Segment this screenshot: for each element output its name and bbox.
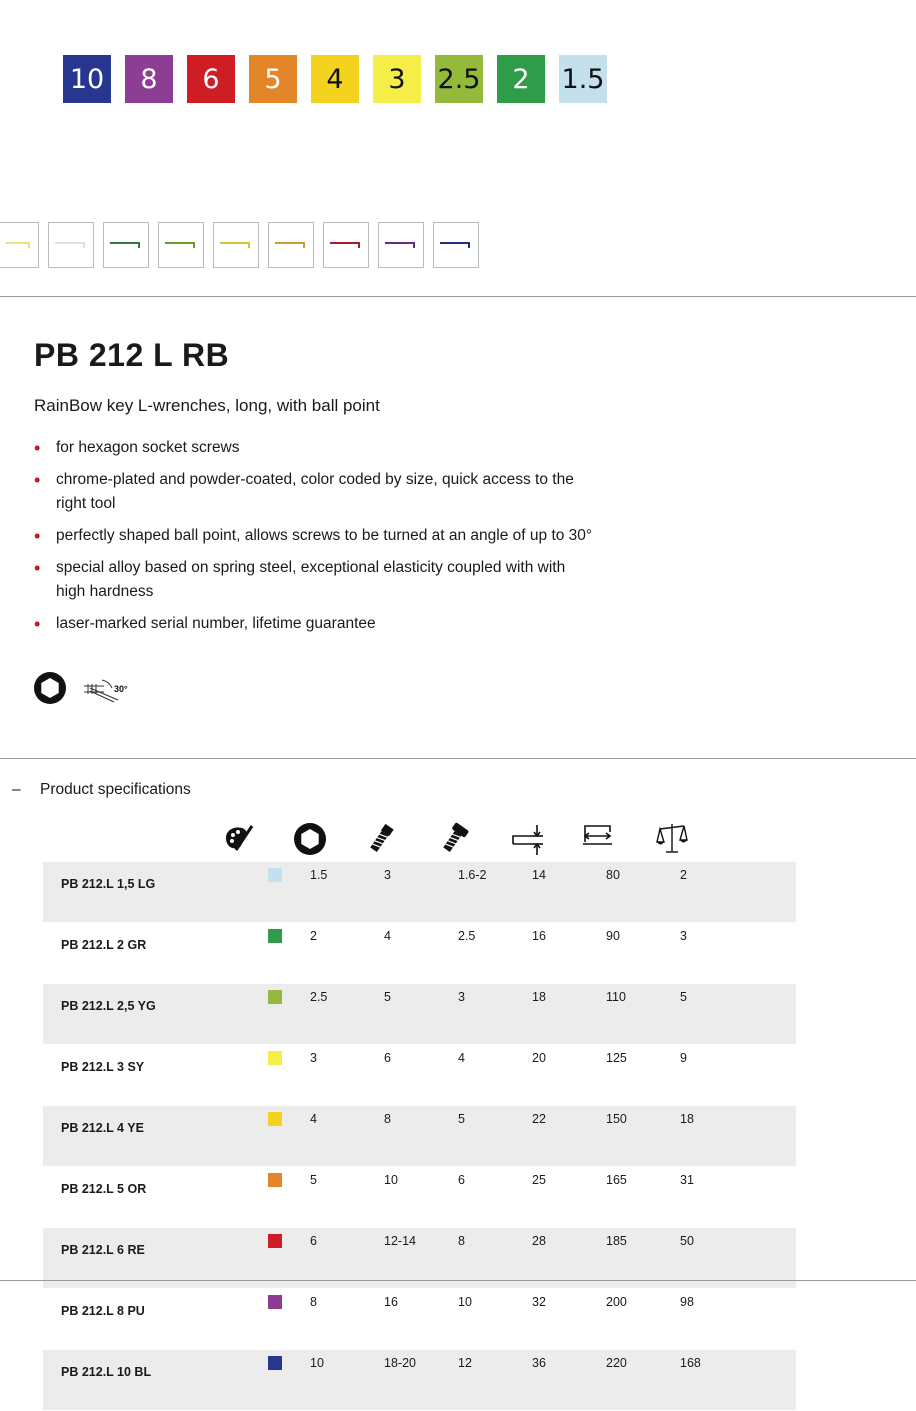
- spec-value: 8: [383, 1106, 457, 1167]
- spec-value: 185: [605, 1228, 679, 1289]
- spec-value: 6: [309, 1228, 383, 1289]
- spec-value: 8: [457, 1228, 531, 1289]
- color-cell: [259, 923, 309, 984]
- color-cell: [259, 1289, 309, 1350]
- spec-value: 200: [605, 1289, 679, 1350]
- spec-value: 10: [383, 1167, 457, 1228]
- size-swatch: 1.5: [559, 55, 607, 103]
- color-cell: [259, 1045, 309, 1106]
- size-swatch: 10: [63, 55, 111, 103]
- table-row[interactable]: [43, 1106, 796, 1167]
- wrench-shaft: [440, 242, 470, 244]
- color-square: [268, 929, 282, 943]
- spec-value: 3: [457, 984, 531, 1045]
- article-number: PB 212.L 5 OR: [43, 1167, 259, 1228]
- feature-item: • chrome-plated and powder-coated, color coded by size, quick access to the right tool: [34, 468, 594, 516]
- spec-value: 12: [457, 1350, 531, 1411]
- size-swatch: 4: [311, 55, 359, 103]
- spec-value: 2: [309, 923, 383, 984]
- hexagon-badge-icon: [34, 672, 66, 704]
- spec-value: 18: [531, 984, 605, 1045]
- spec-value: 6: [457, 1167, 531, 1228]
- size-swatch: 2.5: [435, 55, 483, 103]
- spec-value: 18: [679, 1106, 796, 1167]
- size-swatch: 6: [187, 55, 235, 103]
- spec-value: 32: [531, 1289, 605, 1350]
- spec-value: 110: [605, 984, 679, 1045]
- hexagon-icon: [293, 822, 327, 861]
- color-square: [268, 990, 282, 1004]
- spec-value: 3: [679, 923, 796, 984]
- wrench-shaft: [385, 242, 415, 244]
- short-leg-icon: [510, 822, 544, 861]
- wrench-thumbnail[interactable]: [323, 222, 369, 268]
- feature-list: [34, 436, 594, 644]
- wrench-leg: [193, 242, 195, 248]
- spec-value: 50: [679, 1228, 796, 1289]
- wrench-thumbnail[interactable]: [48, 222, 94, 268]
- article-number: PB 212.L 3 SY: [43, 1045, 259, 1106]
- spec-value: 98: [679, 1289, 796, 1350]
- color-cell: [259, 1106, 309, 1167]
- socket-screw-icon: [438, 822, 470, 861]
- wrench-shaft: [220, 242, 250, 244]
- spec-value: 4: [383, 923, 457, 984]
- article-number: PB 212.L 1,5 LG: [43, 862, 259, 923]
- specs-heading: Product specifications: [40, 781, 191, 798]
- wrench-leg: [83, 242, 85, 248]
- wrench-leg: [28, 242, 30, 248]
- wrench-thumbnail[interactable]: [0, 222, 39, 268]
- spec-table: [43, 862, 796, 1411]
- color-code-icon: [222, 822, 256, 861]
- spec-value: 1.6-2: [457, 862, 531, 923]
- color-square: [268, 1234, 282, 1248]
- wrench-thumbnail[interactable]: [268, 222, 314, 268]
- feature-item: • laser-marked serial number, lifetime guarantee: [34, 612, 594, 636]
- wrench-leg: [413, 242, 415, 248]
- spec-value: 5: [457, 1106, 531, 1167]
- feature-item: • for hexagon socket screws: [34, 436, 594, 460]
- spec-value: 16: [383, 1289, 457, 1350]
- color-square: [268, 1295, 282, 1309]
- spec-value: 2.5: [457, 923, 531, 984]
- feature-item: • perfectly shaped ball point, allows screws to be turned at an angle of up to 30°: [34, 524, 594, 548]
- spec-value: 9: [679, 1045, 796, 1106]
- wrench-leg: [468, 242, 470, 248]
- product-subtitle: RainBow key L-wrenches, long, with ball point: [34, 396, 380, 415]
- hex-screw-icon: [366, 822, 396, 861]
- table-row[interactable]: [43, 1045, 796, 1106]
- color-cell: [259, 984, 309, 1045]
- weight-icon: [656, 822, 688, 861]
- wrench-shaft: [55, 242, 85, 244]
- spec-value: 90: [605, 923, 679, 984]
- spec-value: 165: [605, 1167, 679, 1228]
- feature-item: • special alloy based on spring steel, exceptional elasticity coupled with with high hardness: [34, 556, 594, 604]
- spec-value: 150: [605, 1106, 679, 1167]
- divider: [0, 758, 916, 759]
- size-swatch: 2: [497, 55, 545, 103]
- spec-value: 2: [679, 862, 796, 923]
- spec-value: 18-20: [383, 1350, 457, 1411]
- spec-value: 3: [309, 1045, 383, 1106]
- wrench-thumbnail[interactable]: [103, 222, 149, 268]
- wrench-leg: [248, 242, 250, 248]
- wrench-shaft: [330, 242, 360, 244]
- spec-value: 31: [679, 1167, 796, 1228]
- article-number: PB 212.L 4 YE: [43, 1106, 259, 1167]
- table-row[interactable]: [43, 984, 796, 1045]
- table-row[interactable]: [43, 923, 796, 984]
- spec-value: 80: [605, 862, 679, 923]
- color-square: [268, 1051, 282, 1065]
- size-color-swatches: [63, 55, 607, 103]
- wrench-shaft: [110, 242, 140, 244]
- spec-value: 4: [457, 1045, 531, 1106]
- spec-value: 4: [309, 1106, 383, 1167]
- length-icon: [582, 822, 616, 861]
- spec-value: 16: [531, 923, 605, 984]
- color-square: [268, 1356, 282, 1370]
- article-number: PB 212.L 8 PU: [43, 1289, 259, 1350]
- wrench-thumbnail[interactable]: [213, 222, 259, 268]
- wrench-shaft: [275, 242, 305, 244]
- spec-value: 168: [679, 1350, 796, 1411]
- wrench-leg: [303, 242, 305, 248]
- spec-value: 10: [457, 1289, 531, 1350]
- article-number: PB 212.L 2 GR: [43, 923, 259, 984]
- wrench-leg: [358, 242, 360, 248]
- size-swatch: 5: [249, 55, 297, 103]
- article-number: PB 212.L 6 RE: [43, 1228, 259, 1289]
- table-row[interactable]: [43, 1289, 796, 1350]
- spec-value: 1.5: [309, 862, 383, 923]
- spec-value: 6: [383, 1045, 457, 1106]
- wrench-leg: [138, 242, 140, 248]
- article-number: PB 212.L 10 BL: [43, 1350, 259, 1411]
- color-square: [268, 1112, 282, 1126]
- spec-value: 20: [531, 1045, 605, 1106]
- size-swatch: 3: [373, 55, 421, 103]
- spec-value: 5: [309, 1167, 383, 1228]
- wrench-thumbnail[interactable]: [158, 222, 204, 268]
- size-swatch: 8: [125, 55, 173, 103]
- table-row[interactable]: [43, 1167, 796, 1228]
- spec-value: 28: [531, 1228, 605, 1289]
- specs-toggle[interactable]: [12, 781, 191, 799]
- divider: [0, 296, 916, 297]
- collapse-dash-icon: –: [12, 781, 21, 798]
- spec-value: 25: [531, 1167, 605, 1228]
- spec-value: 36: [531, 1350, 605, 1411]
- spec-value: 22: [531, 1106, 605, 1167]
- article-number: PB 212.L 2,5 YG: [43, 984, 259, 1045]
- wrench-shaft: [6, 242, 30, 244]
- table-row[interactable]: [43, 862, 796, 923]
- wrench-thumbnail[interactable]: [433, 222, 479, 268]
- spec-value: 5: [383, 984, 457, 1045]
- wrench-thumbnail[interactable]: [378, 222, 424, 268]
- color-cell: [259, 862, 309, 923]
- divider: [0, 1280, 916, 1281]
- spec-value: 220: [605, 1350, 679, 1411]
- wrench-shaft: [165, 242, 195, 244]
- spec-value: 5: [679, 984, 796, 1045]
- spec-value: 12-14: [383, 1228, 457, 1289]
- ball-point-angle-icon: [82, 678, 132, 709]
- product-thumbnails: [0, 222, 479, 268]
- spec-value: 125: [605, 1045, 679, 1106]
- product-title: PB 212 L RB: [34, 337, 230, 373]
- angle-label: 30°: [114, 684, 128, 694]
- spec-value: 2.5: [309, 984, 383, 1045]
- color-cell: [259, 1350, 309, 1411]
- color-cell: [259, 1167, 309, 1228]
- table-row[interactable]: [43, 1350, 796, 1411]
- color-square: [268, 1173, 282, 1187]
- spec-value: 8: [309, 1289, 383, 1350]
- spec-value: 14: [531, 862, 605, 923]
- spec-value: 3: [383, 862, 457, 923]
- color-square: [268, 868, 282, 882]
- spec-value: 10: [309, 1350, 383, 1411]
